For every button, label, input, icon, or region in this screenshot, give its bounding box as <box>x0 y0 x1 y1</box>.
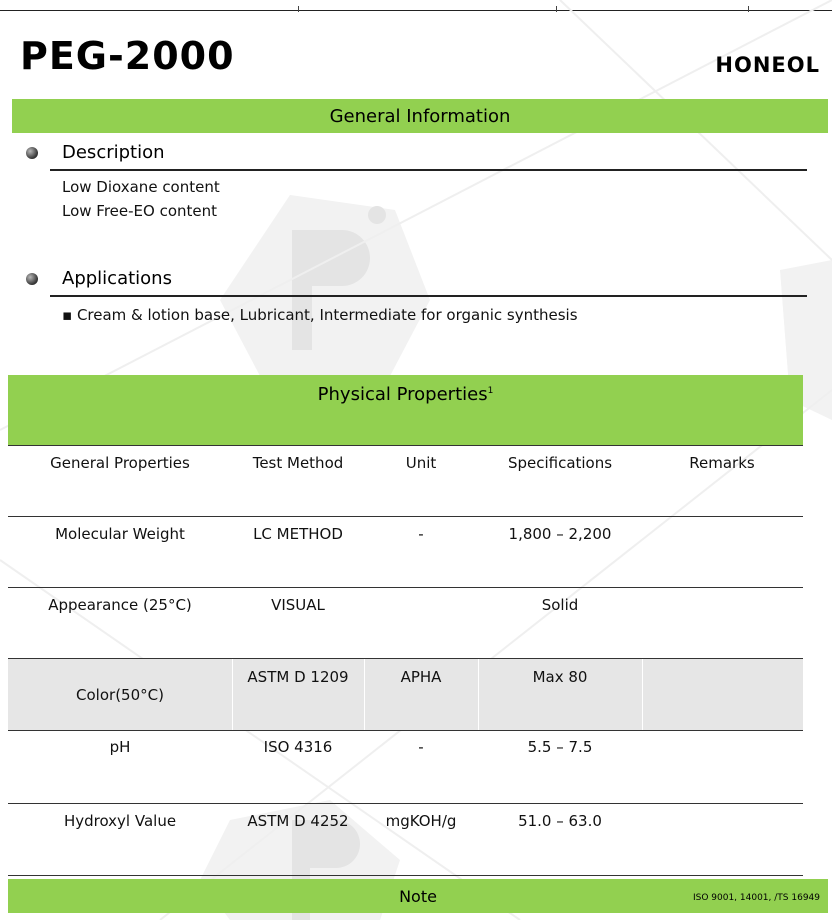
note-heading: Note <box>399 887 437 906</box>
column-header: Remarks <box>689 454 755 472</box>
column-header: Test Method <box>252 454 344 472</box>
applications-title: Applications <box>62 268 172 289</box>
table-cell-unit: APHA <box>400 668 442 686</box>
brand-logo-text: HONEOL <box>715 53 820 77</box>
table-rule <box>8 587 803 588</box>
table-cell-unit: - <box>418 525 424 543</box>
physical-properties-heading-text: Physical Properties <box>317 384 488 405</box>
table-cell-unit: mgKOH/g <box>385 812 457 830</box>
table-cell-property: pH <box>109 738 131 756</box>
applications-item <box>62 306 578 324</box>
general-information-heading: General Information <box>329 106 511 127</box>
column-header: Specifications <box>507 454 613 472</box>
table-cell-method: ASTM D 4252 <box>247 812 349 830</box>
table-rule <box>8 875 803 876</box>
table-cell-property: Molecular Weight <box>55 525 185 543</box>
certification-text: ISO 9001, 14001, /TS 16949 <box>692 893 820 903</box>
physical-properties-bar <box>8 375 803 445</box>
table-cell-method: VISUAL <box>271 596 325 614</box>
table-cell-method: LC METHOD <box>253 525 343 543</box>
applications-rule <box>50 295 807 297</box>
table-cell-spec: 5.5 – 7.5 <box>527 738 593 756</box>
table-cell-unit: - <box>418 738 424 756</box>
table-rule <box>8 516 803 517</box>
description-line: Low Free-EO content <box>62 202 218 220</box>
table-cell-spec: 1,800 – 2,200 <box>508 525 612 543</box>
bullet-icon <box>26 273 38 285</box>
square-bullet-icon: ▪ <box>62 306 77 324</box>
table-cell-property: Hydroxyl Value <box>63 812 177 830</box>
bullet-icon <box>26 147 38 159</box>
footnote-mark: 1 <box>487 386 494 396</box>
description-rule <box>50 169 807 171</box>
description-title: Description <box>62 142 165 163</box>
table-cell-method: ASTM D 1209 <box>247 668 349 686</box>
table-rule <box>8 445 803 446</box>
table-rule <box>8 803 803 804</box>
table-cell-method: ISO 4316 <box>263 738 333 756</box>
description-line: Low Dioxane content <box>62 178 220 196</box>
column-header: Unit <box>405 454 437 472</box>
column-header: General Properties <box>50 454 190 472</box>
physical-properties-heading <box>8 384 803 405</box>
table-cell-property: Color(50°C) <box>76 686 164 704</box>
table-cell-property: Appearance (25°C) <box>48 596 192 614</box>
applications-item-text: Cream & lotion base, Lubricant, Intermediate for organic synthesis <box>76 306 578 324</box>
product-title: PEG-2000 <box>20 34 235 78</box>
column-divider <box>642 659 643 730</box>
table-rule <box>8 730 803 731</box>
table-cell-spec: 51.0 – 63.0 <box>518 812 602 830</box>
table-cell-spec: Solid <box>541 596 579 614</box>
general-information-bar <box>12 99 828 133</box>
table-cell-spec: Max 80 <box>532 668 588 686</box>
